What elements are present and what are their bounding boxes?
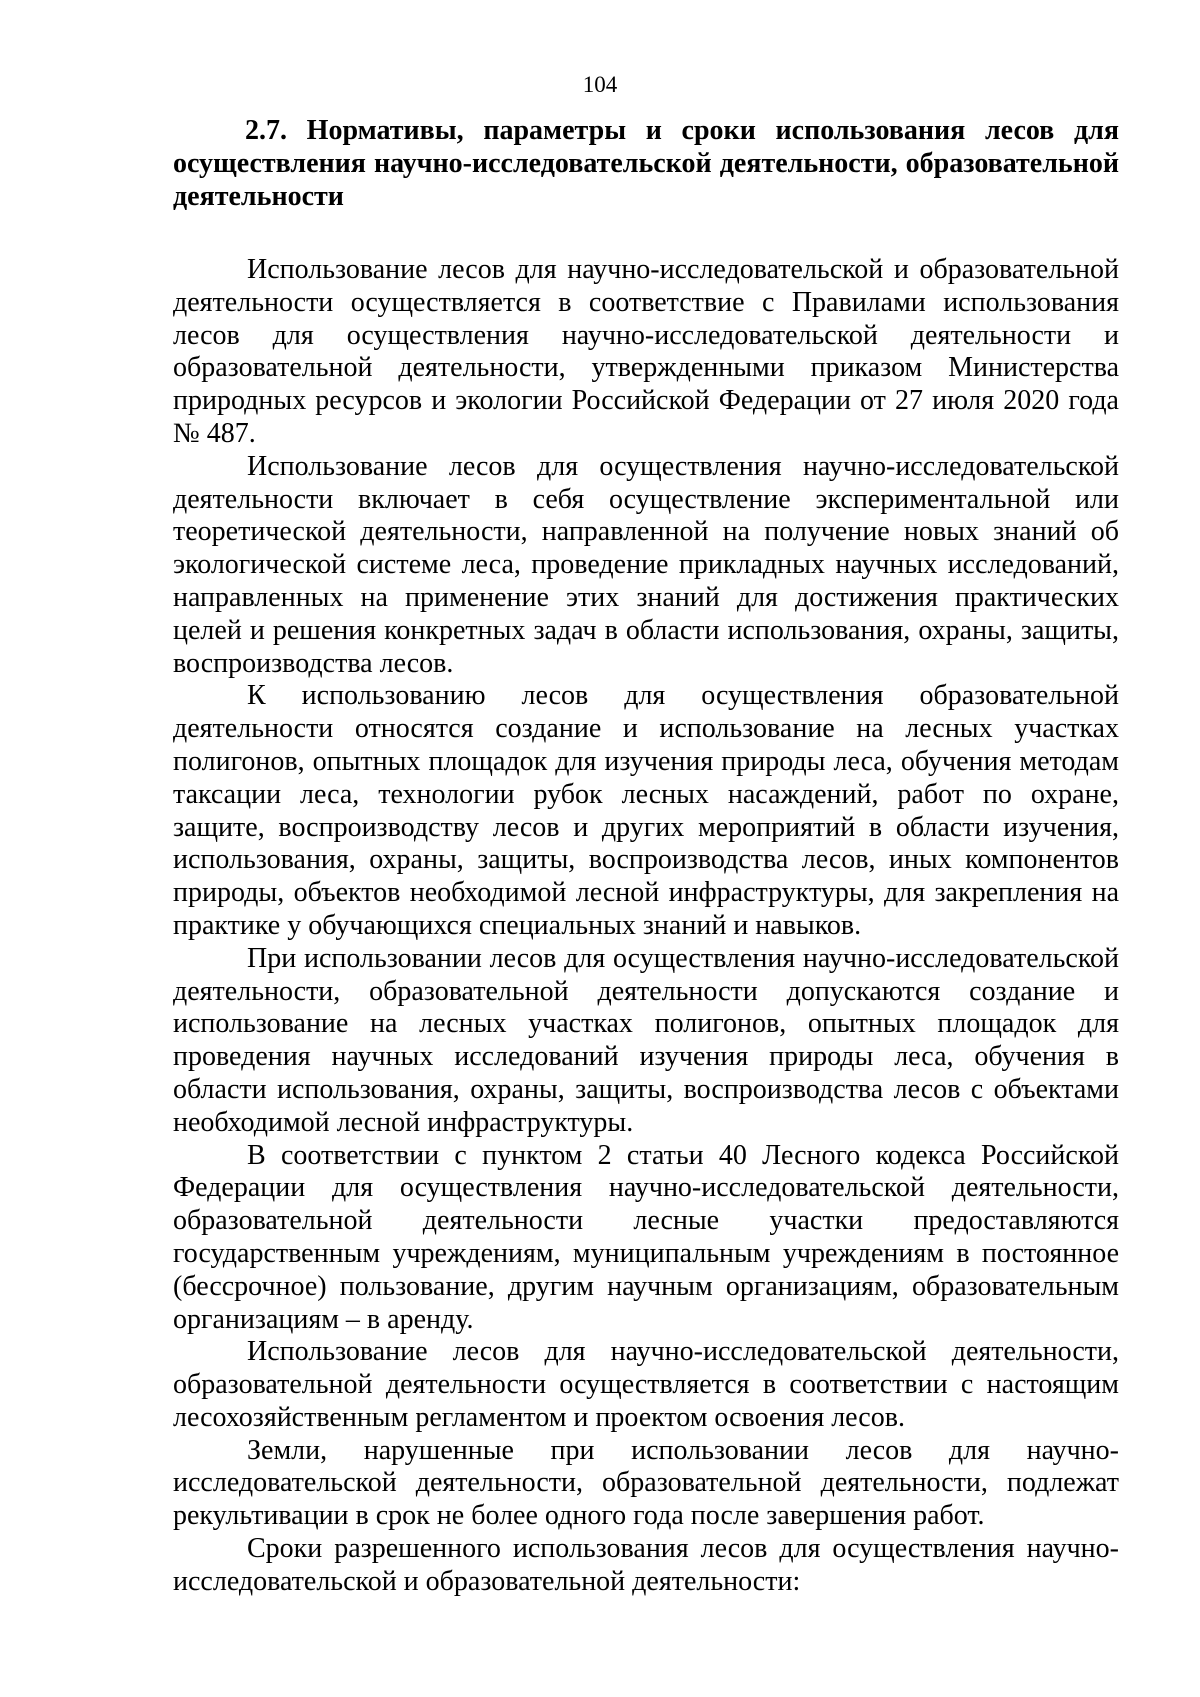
paragraph: Сроки разрешенного использования лесов для осуществления научно-исследовательской и образовательной деятельности: bbox=[173, 1533, 1119, 1597]
paragraph: Использование лесов для научно-исследовательской и образовательной деятельности осуществляется в соответствие с Правилами использования лесов для осуществления научно-исследовательской деятельности и образовательной деятельности, утвержденными приказом Министерства природных ресурсов и экологии Российской Федерации от 27 июля 2020 года № 487. bbox=[173, 254, 1119, 449]
document-body bbox=[173, 114, 1119, 1599]
paragraph: В соответствии с пунктом 2 статьи 40 Лесного кодекса Российской Федерации для осуществления научно-исследовательской деятельности, образовательной деятельности лесные участки предоставляются государственным учреждениям, муниципальным учреждениям в постоянное (бессрочное) пользование, другим научным организациям, образовательным организациям – в аренду. bbox=[173, 1139, 1119, 1335]
paragraph: Использование лесов для осуществления научно-исследовательской деятельности включает в себя осуществление экспериментальной или теоретической деятельности, направленной на получение новых знаний об экологической системе леса, проведение прикладных научных исследований, направленных на применение этих знаний для достижения практических целей и решения конкретных задач в области использования, охраны, защиты, воспроизводства лесов. bbox=[173, 450, 1119, 679]
page-number: 104 bbox=[582, 72, 618, 97]
paragraph: Использование лесов для научно-исследовательской деятельности, образовательной деятельности осуществляется в соответствии с настоящим лесохозяйственным регламентом и проектом освоения лесов. bbox=[173, 1336, 1119, 1433]
paragraph: Земли, нарушенные при использовании лесов для научно-исследовательской деятельности, образовательной деятельности, подлежат рекультивации в срок не более одного года после завершения работ. bbox=[173, 1434, 1119, 1532]
paragraph: При использовании лесов для осуществления научно-исследовательской деятельности, образовательной деятельности допускаются создание и использование на лесных участках полигонов, опытных площадок для проведения научных исследований изучения природы леса, обучения в области использования, охраны, защиты, воспроизводства лесов с объектами необходимой лесной инфраструктуры. bbox=[173, 942, 1119, 1138]
paragraph: К использованию лесов для осуществления образовательной деятельности относятся создание и использование на лесных участках полигонов, опытных площадок для изучения природы леса, обучения методам таксации леса, технологии рубок лесных насаждений, работ по охране, защите, воспроизводству лесов и других мероприятий в области изучения, использования, охраны, защиты, воспроизводства лесов, иных компонентов природы, объектов необходимой лесной инфраструктуры, для закрепления на практике у обучающихся специальных знаний и навыков. bbox=[173, 680, 1119, 941]
section-heading: 2.7. Нормативы, параметры и сроки использования лесов для осуществления научно-исследовательской деятельности, образовательной деятельности bbox=[173, 115, 1119, 212]
